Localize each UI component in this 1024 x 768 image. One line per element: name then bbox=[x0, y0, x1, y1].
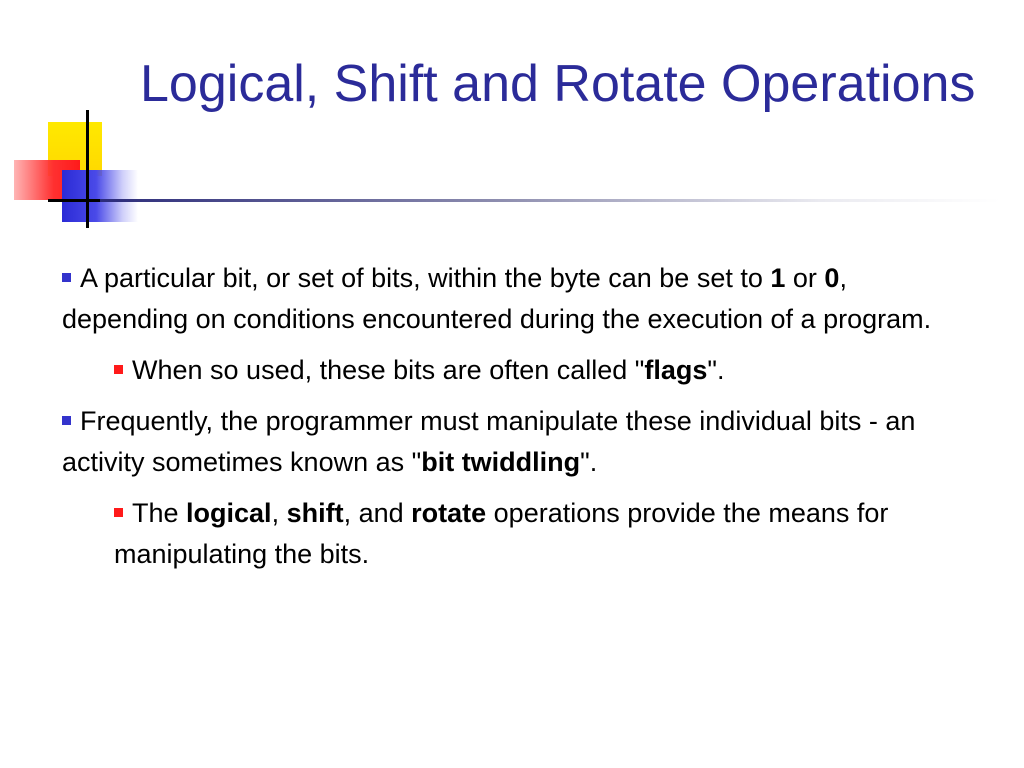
bullet-bold-text: bit twiddling bbox=[421, 447, 581, 477]
square-bullet-icon bbox=[114, 508, 123, 517]
square-bullet-icon bbox=[62, 416, 71, 425]
bullet-bold-text: flags bbox=[644, 355, 708, 385]
sub-bullet-item bbox=[114, 493, 962, 575]
bullet-text: ". bbox=[580, 447, 598, 477]
vertical-line-decoration bbox=[86, 110, 89, 228]
bullet-bold-text: shift bbox=[286, 498, 344, 528]
bullet-bold-text: 1 bbox=[770, 263, 786, 293]
bullet-bold-text: 0 bbox=[824, 263, 840, 293]
slide-body bbox=[62, 258, 962, 585]
bullet-item bbox=[62, 401, 962, 483]
bullet-text: , depending on conditions encountered during the execution of a program. bbox=[62, 263, 932, 334]
bullet-text: ". bbox=[707, 355, 725, 385]
bullet-text: or bbox=[785, 263, 825, 293]
bullet-text: , and bbox=[343, 498, 412, 528]
title-underline bbox=[100, 199, 1000, 202]
sub-bullet-item bbox=[114, 350, 962, 391]
bullet-bold-text: logical bbox=[186, 498, 272, 528]
bullet-item bbox=[62, 258, 962, 340]
blue-square-decoration bbox=[62, 170, 138, 222]
bullet-text: operations provide the means for manipulating the bits. bbox=[114, 498, 889, 569]
bullet-text: , bbox=[271, 498, 287, 528]
square-bullet-icon bbox=[62, 273, 71, 282]
bullet-text: Frequently, the programmer must manipulate these individual bits - an activity sometimes known as " bbox=[62, 406, 916, 477]
slide-logo-decoration bbox=[0, 0, 150, 240]
bullet-text: When so used, these bits are often called " bbox=[132, 355, 645, 385]
bullet-bold-text: rotate bbox=[411, 498, 487, 528]
square-bullet-icon bbox=[114, 365, 123, 374]
bullet-text: A particular bit, or set of bits, within the byte can be set to bbox=[80, 263, 771, 293]
bullet-text: The bbox=[132, 498, 187, 528]
slide-title: Logical, Shift and Rotate Operations bbox=[140, 55, 976, 113]
